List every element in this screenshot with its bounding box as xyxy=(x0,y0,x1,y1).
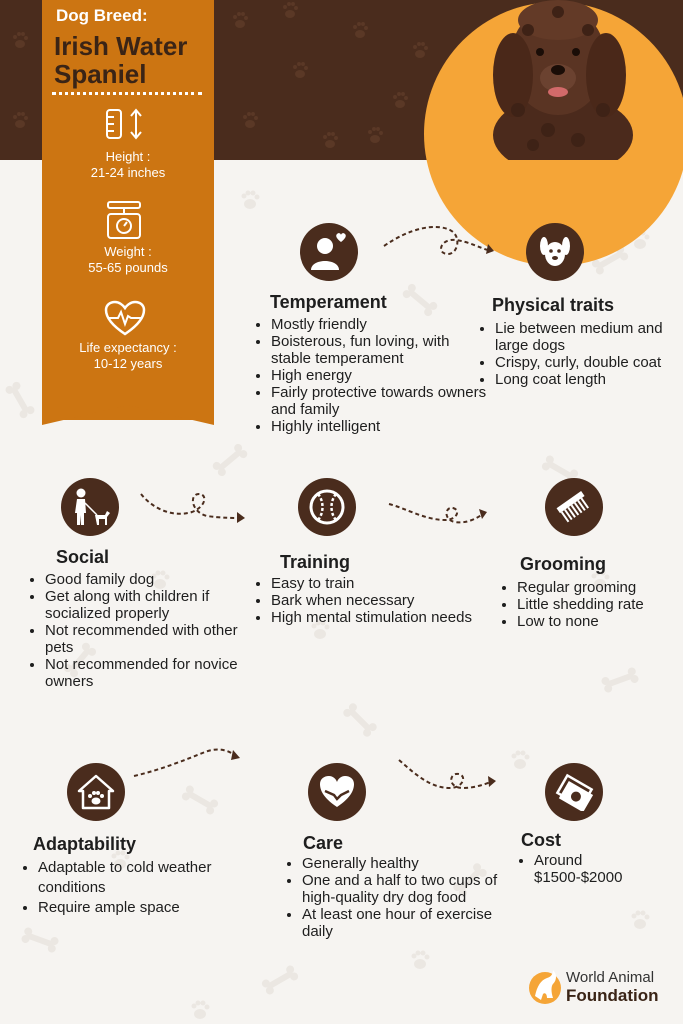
ruler-height-icon xyxy=(104,108,148,140)
list-item: • Bark when necessary xyxy=(271,592,481,609)
list-item: • Not recommended with other pets xyxy=(45,622,260,656)
dashed-arrow-icon xyxy=(385,498,490,538)
list-item: • Require ample space xyxy=(38,898,228,918)
dashed-arrow-icon xyxy=(395,754,500,799)
dashed-arrow-icon xyxy=(130,740,245,780)
physical-list xyxy=(476,320,683,388)
list-item: • High energy xyxy=(271,367,491,384)
breed-label: Dog Breed: xyxy=(56,6,148,25)
list-item: • One and a half to two cups of high-quality dry dog food xyxy=(302,872,502,906)
cost-list xyxy=(515,852,674,886)
dog-photo xyxy=(458,0,668,160)
list-item: • Little shedding rate xyxy=(517,596,683,613)
heart-hands-icon xyxy=(308,763,366,821)
life-value: 10-12 years xyxy=(93,356,163,371)
house-paw-icon xyxy=(67,763,125,821)
person-heart-icon xyxy=(300,223,358,281)
height-label: Height : xyxy=(105,149,151,164)
adaptability-title: Adaptability xyxy=(33,834,137,854)
temperament-list xyxy=(252,316,491,435)
weight-value: 55-65 pounds xyxy=(88,260,168,275)
list-item: • Crispy, curly, double coat xyxy=(495,354,683,371)
list-item: • Regular grooming xyxy=(517,579,683,596)
foundation-logo-icon xyxy=(527,966,563,1006)
temperament-title: Temperament xyxy=(270,292,387,312)
breed-name: Irish Water Spaniel xyxy=(54,31,188,89)
list-item: • Not recommended for novice owners xyxy=(45,656,260,690)
banner-notch xyxy=(42,395,214,425)
cost-title: Cost xyxy=(521,830,561,850)
list-item: • Good family dog xyxy=(45,571,260,588)
list-item: • Boisterous, fun loving, with stable temperament xyxy=(271,333,491,367)
logo-line1: World Animal xyxy=(566,969,655,986)
person-walking-dog-icon xyxy=(61,478,119,536)
grooming-list xyxy=(498,579,683,630)
list-item: • Mostly friendly xyxy=(271,316,491,333)
money-icon xyxy=(545,763,603,821)
comb-icon xyxy=(545,478,603,536)
list-item: • Lie between medium and large dogs xyxy=(495,320,683,354)
list-item: • At least one hour of exercise daily xyxy=(302,906,502,940)
list-item: • Highly intelligent xyxy=(271,418,491,435)
list-item: • Around $1500-$2000 xyxy=(534,852,674,886)
list-item: • Fairly protective towards owners and family xyxy=(271,384,491,418)
care-list xyxy=(283,855,502,940)
ball-icon xyxy=(298,478,356,536)
list-item: • Long coat length xyxy=(495,371,683,388)
grooming-title: Grooming xyxy=(520,554,606,574)
list-item: • Adaptable to cold weather conditions xyxy=(38,858,228,898)
care-title: Care xyxy=(303,833,344,853)
physical-title: Physical traits xyxy=(492,295,615,315)
weight-label: Weight : xyxy=(104,244,152,259)
list-item: • Easy to train xyxy=(271,575,481,592)
social-list xyxy=(26,571,260,690)
dashed-arrow-icon xyxy=(380,218,495,268)
heartbeat-icon xyxy=(104,300,146,336)
list-item: • Get along with children if socialized properly xyxy=(45,588,260,622)
list-item: • Generally healthy xyxy=(302,855,502,872)
dashed-arrow-icon xyxy=(137,488,247,533)
social-title: Social xyxy=(56,547,110,567)
dog-face-icon xyxy=(526,223,584,281)
scale-icon xyxy=(104,200,144,240)
list-item: • High mental stimulation needs xyxy=(271,609,481,626)
training-title: Training xyxy=(280,552,351,572)
life-label: Life expectancy : xyxy=(79,340,177,355)
dotted-divider xyxy=(52,92,202,98)
adaptability-list xyxy=(19,858,228,918)
list-item: • Low to none xyxy=(517,613,683,630)
training-list xyxy=(252,575,481,626)
logo-line2: Foundation xyxy=(566,986,659,1005)
height-value: 21-24 inches xyxy=(90,165,166,180)
